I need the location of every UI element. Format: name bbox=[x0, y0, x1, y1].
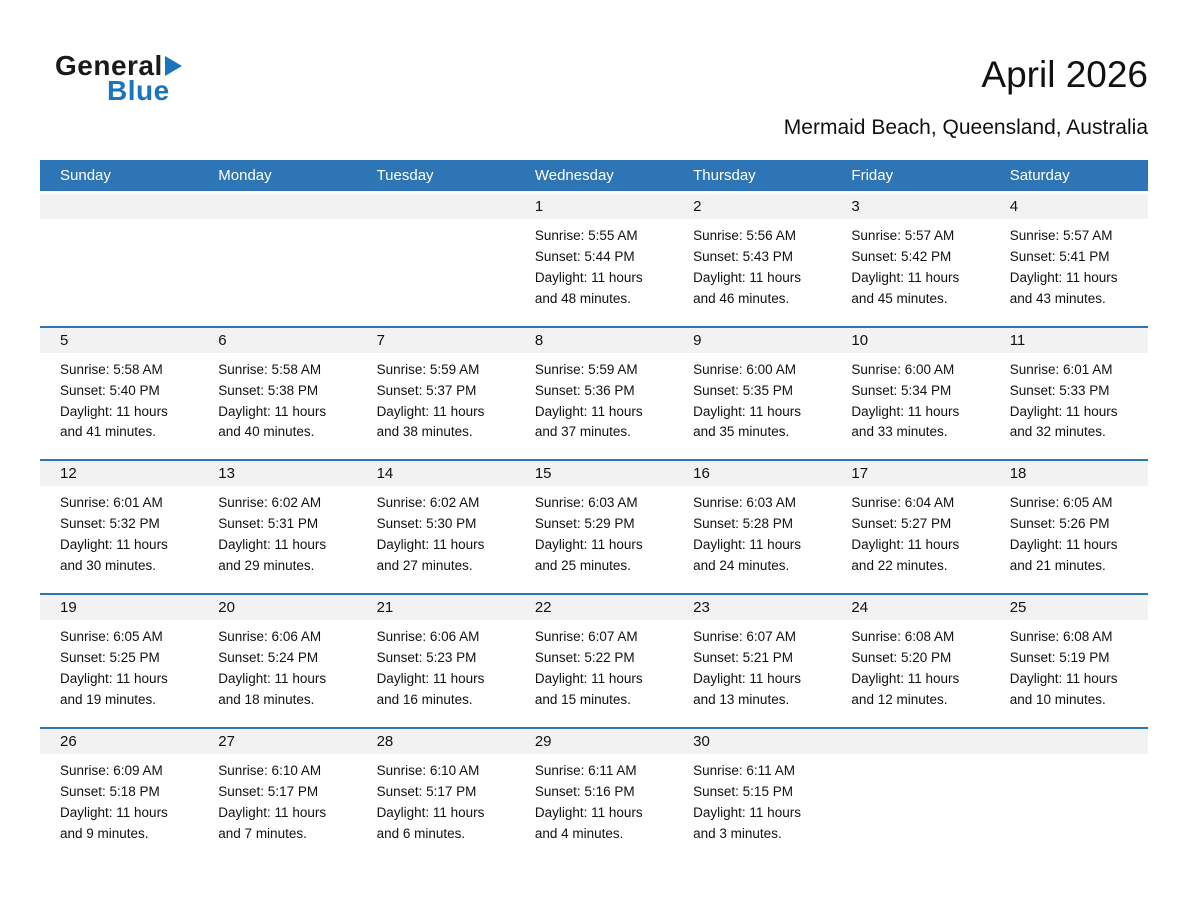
daylight-line-2: and 41 minutes. bbox=[60, 424, 157, 440]
day-details bbox=[831, 754, 989, 858]
sunrise-line: Sunrise: 5:58 AM bbox=[60, 361, 163, 377]
sunrise-line: Sunrise: 6:05 AM bbox=[1009, 495, 1113, 511]
day-number: 11 bbox=[990, 328, 1148, 353]
day-details bbox=[831, 219, 989, 326]
day-cell-6 bbox=[198, 328, 356, 460]
daylight-line-2: and 25 minutes. bbox=[534, 558, 631, 574]
sunset-line: Sunset: 5:17 PM bbox=[376, 783, 477, 799]
day-details bbox=[198, 353, 356, 460]
daylight-line-2: and 43 minutes. bbox=[1009, 290, 1106, 306]
empty-cell bbox=[198, 194, 356, 326]
sunrise-line: Sunrise: 6:03 AM bbox=[534, 495, 638, 511]
day-details bbox=[831, 486, 989, 593]
day-cell-7 bbox=[357, 328, 515, 460]
daylight-line-2: and 3 minutes. bbox=[693, 825, 782, 841]
daylight-line-1: Daylight: 11 hours bbox=[1009, 269, 1118, 285]
day-number: 6 bbox=[198, 328, 356, 353]
daylight-line-1: Daylight: 11 hours bbox=[851, 269, 960, 285]
weekday-tuesday: Tuesday bbox=[376, 167, 434, 184]
weekday-thursday: Thursday bbox=[693, 167, 756, 184]
week-row-3 bbox=[40, 459, 1148, 593]
sunset-line: Sunset: 5:28 PM bbox=[693, 516, 793, 532]
calendar bbox=[40, 160, 1148, 860]
day-details bbox=[357, 620, 515, 727]
day-cell-13 bbox=[198, 461, 356, 593]
sunset-line: Sunset: 5:27 PM bbox=[851, 516, 952, 532]
day-number bbox=[831, 729, 989, 754]
daylight-line-2: and 40 minutes. bbox=[218, 424, 315, 440]
day-details bbox=[990, 353, 1148, 460]
day-details bbox=[515, 353, 673, 460]
day-cell-3 bbox=[831, 194, 989, 326]
sunset-line: Sunset: 5:43 PM bbox=[693, 248, 793, 264]
day-details bbox=[515, 486, 673, 593]
week-row-2 bbox=[40, 326, 1148, 460]
day-details bbox=[40, 620, 198, 727]
day-number: 24 bbox=[831, 595, 989, 620]
day-cell-10 bbox=[831, 328, 989, 460]
day-cell-8 bbox=[515, 328, 673, 460]
daylight-line-2: and 21 minutes. bbox=[1009, 558, 1106, 574]
day-details bbox=[673, 353, 831, 460]
daylight-line-1: Daylight: 11 hours bbox=[1009, 537, 1118, 553]
daylight-line-1: Daylight: 11 hours bbox=[693, 804, 801, 820]
daylight-line-1: Daylight: 11 hours bbox=[376, 670, 485, 686]
day-cell-1 bbox=[515, 194, 673, 326]
day-details bbox=[673, 219, 831, 326]
empty-cell bbox=[357, 194, 515, 326]
daylight-line-1: Daylight: 11 hours bbox=[218, 804, 327, 820]
sunrise-line: Sunrise: 6:07 AM bbox=[534, 629, 638, 645]
sunset-line: Sunset: 5:26 PM bbox=[1009, 516, 1110, 532]
daylight-line-2: and 27 minutes. bbox=[376, 558, 473, 574]
daylight-line-1: Daylight: 11 hours bbox=[60, 670, 168, 686]
sunrise-line: Sunrise: 6:02 AM bbox=[218, 495, 322, 511]
day-cell-27 bbox=[198, 729, 356, 861]
logo-blue-text: Blue bbox=[107, 75, 170, 106]
day-details bbox=[357, 353, 515, 460]
sunset-line: Sunset: 5:35 PM bbox=[693, 382, 793, 398]
day-cell-12 bbox=[40, 461, 198, 593]
day-number: 18 bbox=[990, 461, 1148, 486]
day-number: 5 bbox=[40, 328, 198, 353]
sunset-line: Sunset: 5:29 PM bbox=[534, 516, 635, 532]
day-details bbox=[198, 486, 356, 593]
day-details bbox=[831, 353, 989, 460]
daylight-line-1: Daylight: 11 hours bbox=[693, 670, 801, 686]
daylight-line-2: and 35 minutes. bbox=[693, 424, 790, 440]
day-cell-19 bbox=[40, 595, 198, 727]
day-number: 7 bbox=[357, 328, 515, 353]
sunset-line: Sunset: 5:40 PM bbox=[60, 382, 160, 398]
day-cell-15 bbox=[515, 461, 673, 593]
daylight-line-2: and 10 minutes. bbox=[1009, 691, 1106, 707]
day-number: 13 bbox=[198, 461, 356, 486]
sunrise-line: Sunrise: 5:59 AM bbox=[376, 361, 480, 377]
sunrise-line: Sunrise: 6:11 AM bbox=[534, 762, 637, 778]
sunrise-line: Sunrise: 6:02 AM bbox=[376, 495, 480, 511]
sunrise-line: Sunrise: 6:08 AM bbox=[1009, 629, 1113, 645]
day-details bbox=[990, 620, 1148, 727]
daylight-line-1: Daylight: 11 hours bbox=[376, 804, 485, 820]
sunrise-line: Sunrise: 6:10 AM bbox=[376, 762, 480, 778]
day-number: 21 bbox=[357, 595, 515, 620]
day-details bbox=[198, 754, 356, 861]
daylight-line-2: and 32 minutes. bbox=[1009, 424, 1106, 440]
daylight-line-2: and 16 minutes. bbox=[376, 691, 473, 707]
week-row-5 bbox=[40, 727, 1148, 861]
weekday-friday: Friday bbox=[851, 167, 894, 184]
day-number: 26 bbox=[40, 729, 198, 754]
sunrise-line: Sunrise: 6:09 AM bbox=[60, 762, 163, 778]
daylight-line-1: Daylight: 11 hours bbox=[534, 670, 643, 686]
sunrise-line: Sunrise: 6:08 AM bbox=[851, 629, 955, 645]
sunset-line: Sunset: 5:18 PM bbox=[60, 783, 160, 799]
day-number: 9 bbox=[673, 328, 831, 353]
daylight-line-2: and 18 minutes. bbox=[218, 691, 315, 707]
page-title: April 2026 bbox=[981, 54, 1148, 95]
day-number bbox=[198, 194, 356, 219]
daylight-line-1: Daylight: 11 hours bbox=[60, 403, 168, 419]
day-details bbox=[40, 754, 198, 861]
day-number: 28 bbox=[357, 729, 515, 754]
day-cell-30 bbox=[673, 729, 831, 861]
sunset-line: Sunset: 5:33 PM bbox=[1009, 382, 1110, 398]
day-cell-21 bbox=[357, 595, 515, 727]
general-blue-logo bbox=[55, 52, 182, 105]
daylight-line-1: Daylight: 11 hours bbox=[376, 537, 485, 553]
daylight-line-2: and 13 minutes. bbox=[693, 691, 790, 707]
daylight-line-2: and 30 minutes. bbox=[60, 558, 157, 574]
day-number: 1 bbox=[515, 194, 673, 219]
day-number: 22 bbox=[515, 595, 673, 620]
weekday-saturday: Saturday bbox=[1009, 167, 1070, 184]
daylight-line-1: Daylight: 11 hours bbox=[534, 403, 643, 419]
sunrise-line: Sunrise: 6:11 AM bbox=[693, 762, 795, 778]
calendar-weeks bbox=[40, 194, 1148, 860]
sunset-line: Sunset: 5:25 PM bbox=[60, 649, 160, 665]
daylight-line-1: Daylight: 11 hours bbox=[1009, 403, 1118, 419]
day-number: 12 bbox=[40, 461, 198, 486]
day-number: 4 bbox=[990, 194, 1148, 219]
daylight-line-1: Daylight: 11 hours bbox=[60, 804, 168, 820]
daylight-line-2: and 33 minutes. bbox=[851, 424, 948, 440]
sunset-line: Sunset: 5:36 PM bbox=[534, 382, 635, 398]
day-details bbox=[198, 620, 356, 727]
sunset-line: Sunset: 5:42 PM bbox=[851, 248, 952, 264]
daylight-line-1: Daylight: 11 hours bbox=[693, 403, 801, 419]
daylight-line-2: and 12 minutes. bbox=[851, 691, 948, 707]
day-number: 3 bbox=[831, 194, 989, 219]
day-cell-28 bbox=[357, 729, 515, 861]
day-number: 8 bbox=[515, 328, 673, 353]
daylight-line-1: Daylight: 11 hours bbox=[60, 537, 168, 553]
weekday-header-row bbox=[40, 160, 1148, 191]
sunset-line: Sunset: 5:31 PM bbox=[218, 516, 319, 532]
day-cell-5 bbox=[40, 328, 198, 460]
day-cell-23 bbox=[673, 595, 831, 727]
sunrise-line: Sunrise: 6:06 AM bbox=[218, 629, 322, 645]
weekday-monday: Monday bbox=[218, 167, 272, 184]
daylight-line-2: and 48 minutes. bbox=[534, 290, 631, 306]
daylight-line-1: Daylight: 11 hours bbox=[376, 403, 485, 419]
day-details bbox=[673, 620, 831, 727]
logo-triangle-icon bbox=[165, 56, 182, 76]
sunset-line: Sunset: 5:37 PM bbox=[376, 382, 477, 398]
day-number: 15 bbox=[515, 461, 673, 486]
sunrise-line: Sunrise: 6:05 AM bbox=[60, 629, 163, 645]
day-details bbox=[673, 486, 831, 593]
day-number: 30 bbox=[673, 729, 831, 754]
day-number: 19 bbox=[40, 595, 198, 620]
day-number: 14 bbox=[357, 461, 515, 486]
day-cell-4 bbox=[990, 194, 1148, 326]
day-cell-16 bbox=[673, 461, 831, 593]
sunrise-line: Sunrise: 6:00 AM bbox=[851, 361, 955, 377]
day-details bbox=[198, 219, 356, 323]
day-cell-18 bbox=[990, 461, 1148, 593]
day-details bbox=[990, 754, 1148, 858]
sunrise-line: Sunrise: 6:04 AM bbox=[851, 495, 955, 511]
day-number: 27 bbox=[198, 729, 356, 754]
sunset-line: Sunset: 5:17 PM bbox=[218, 783, 319, 799]
day-number bbox=[357, 194, 515, 219]
day-details bbox=[357, 754, 515, 861]
day-number: 20 bbox=[198, 595, 356, 620]
day-number: 10 bbox=[831, 328, 989, 353]
day-cell-26 bbox=[40, 729, 198, 861]
sunrise-line: Sunrise: 6:01 AM bbox=[60, 495, 163, 511]
day-number: 29 bbox=[515, 729, 673, 754]
day-cell-17 bbox=[831, 461, 989, 593]
day-number: 17 bbox=[831, 461, 989, 486]
weekday-sunday: Sunday bbox=[60, 167, 111, 184]
day-number bbox=[40, 194, 198, 219]
location-subtitle: Mermaid Beach, Queensland, Australia bbox=[783, 116, 1148, 139]
week-row-1 bbox=[40, 194, 1148, 326]
day-number: 2 bbox=[673, 194, 831, 219]
sunrise-line: Sunrise: 6:10 AM bbox=[218, 762, 322, 778]
day-number: 23 bbox=[673, 595, 831, 620]
day-details bbox=[515, 620, 673, 727]
day-number: 25 bbox=[990, 595, 1148, 620]
daylight-line-2: and 15 minutes. bbox=[534, 691, 631, 707]
daylight-line-1: Daylight: 11 hours bbox=[218, 670, 327, 686]
daylight-line-2: and 6 minutes. bbox=[376, 825, 466, 841]
daylight-line-2: and 46 minutes. bbox=[693, 290, 790, 306]
daylight-line-1: Daylight: 11 hours bbox=[693, 537, 801, 553]
daylight-line-1: Daylight: 11 hours bbox=[693, 269, 801, 285]
sunrise-line: Sunrise: 5:55 AM bbox=[534, 228, 638, 243]
sunrise-line: Sunrise: 5:58 AM bbox=[218, 361, 322, 377]
week-row-4 bbox=[40, 593, 1148, 727]
daylight-line-1: Daylight: 11 hours bbox=[218, 537, 327, 553]
sunset-line: Sunset: 5:24 PM bbox=[218, 649, 319, 665]
day-cell-14 bbox=[357, 461, 515, 593]
sunset-line: Sunset: 5:22 PM bbox=[534, 649, 635, 665]
logo-general-text: General bbox=[55, 50, 163, 81]
daylight-line-1: Daylight: 11 hours bbox=[851, 403, 960, 419]
day-details bbox=[40, 219, 198, 323]
titles bbox=[784, 52, 1148, 140]
day-cell-24 bbox=[831, 595, 989, 727]
daylight-line-1: Daylight: 11 hours bbox=[534, 537, 643, 553]
sunrise-line: Sunrise: 6:06 AM bbox=[376, 629, 480, 645]
daylight-line-2: and 38 minutes. bbox=[376, 424, 473, 440]
day-cell-29 bbox=[515, 729, 673, 861]
sunset-line: Sunset: 5:16 PM bbox=[534, 783, 635, 799]
day-details bbox=[831, 620, 989, 727]
daylight-line-1: Daylight: 11 hours bbox=[534, 804, 643, 820]
daylight-line-1: Daylight: 11 hours bbox=[851, 537, 960, 553]
day-details bbox=[990, 219, 1148, 326]
empty-cell bbox=[40, 194, 198, 326]
sunset-line: Sunset: 5:15 PM bbox=[693, 783, 793, 799]
weekday-wednesday: Wednesday bbox=[534, 167, 614, 184]
sunset-line: Sunset: 5:21 PM bbox=[693, 649, 793, 665]
sunrise-line: Sunrise: 5:57 AM bbox=[851, 228, 955, 243]
day-cell-20 bbox=[198, 595, 356, 727]
sunset-line: Sunset: 5:34 PM bbox=[851, 382, 952, 398]
day-cell-9 bbox=[673, 328, 831, 460]
day-details bbox=[357, 486, 515, 593]
daylight-line-2: and 19 minutes. bbox=[60, 691, 157, 707]
daylight-line-1: Daylight: 11 hours bbox=[218, 403, 327, 419]
sunrise-line: Sunrise: 6:07 AM bbox=[693, 629, 796, 645]
daylight-line-1: Daylight: 11 hours bbox=[851, 670, 960, 686]
sunrise-line: Sunrise: 6:00 AM bbox=[693, 361, 796, 377]
daylight-line-2: and 24 minutes. bbox=[693, 558, 790, 574]
day-details bbox=[515, 219, 673, 326]
sunset-line: Sunset: 5:44 PM bbox=[534, 248, 635, 264]
sunset-line: Sunset: 5:19 PM bbox=[1009, 649, 1110, 665]
daylight-line-2: and 22 minutes. bbox=[851, 558, 948, 574]
sunrise-line: Sunrise: 5:59 AM bbox=[534, 361, 638, 377]
sunset-line: Sunset: 5:32 PM bbox=[60, 516, 160, 532]
day-details bbox=[40, 353, 198, 460]
daylight-line-2: and 29 minutes. bbox=[218, 558, 315, 574]
sunset-line: Sunset: 5:20 PM bbox=[851, 649, 952, 665]
sunset-line: Sunset: 5:41 PM bbox=[1009, 248, 1110, 264]
day-cell-22 bbox=[515, 595, 673, 727]
daylight-line-2: and 37 minutes. bbox=[534, 424, 631, 440]
day-number bbox=[990, 729, 1148, 754]
sunrise-line: Sunrise: 5:56 AM bbox=[693, 228, 796, 243]
day-cell-25 bbox=[990, 595, 1148, 727]
sunset-line: Sunset: 5:30 PM bbox=[376, 516, 477, 532]
day-details bbox=[515, 754, 673, 861]
day-details bbox=[673, 754, 831, 861]
daylight-line-2: and 7 minutes. bbox=[218, 825, 307, 841]
day-number: 16 bbox=[673, 461, 831, 486]
sunset-line: Sunset: 5:38 PM bbox=[218, 382, 319, 398]
day-cell-2 bbox=[673, 194, 831, 326]
daylight-line-2: and 45 minutes. bbox=[851, 290, 948, 306]
daylight-line-1: Daylight: 11 hours bbox=[534, 269, 643, 285]
sunrise-line: Sunrise: 6:01 AM bbox=[1009, 361, 1113, 377]
sunrise-line: Sunrise: 5:57 AM bbox=[1009, 228, 1113, 243]
day-details bbox=[40, 486, 198, 593]
day-details bbox=[357, 219, 515, 323]
daylight-line-2: and 9 minutes. bbox=[60, 825, 149, 841]
sunset-line: Sunset: 5:23 PM bbox=[376, 649, 477, 665]
daylight-line-2: and 4 minutes. bbox=[534, 825, 624, 841]
empty-cell bbox=[831, 729, 989, 861]
day-details bbox=[990, 486, 1148, 593]
sunrise-line: Sunrise: 6:03 AM bbox=[693, 495, 796, 511]
day-cell-11 bbox=[990, 328, 1148, 460]
daylight-line-1: Daylight: 11 hours bbox=[1009, 670, 1118, 686]
empty-cell bbox=[990, 729, 1148, 861]
page-header bbox=[0, 0, 1188, 154]
